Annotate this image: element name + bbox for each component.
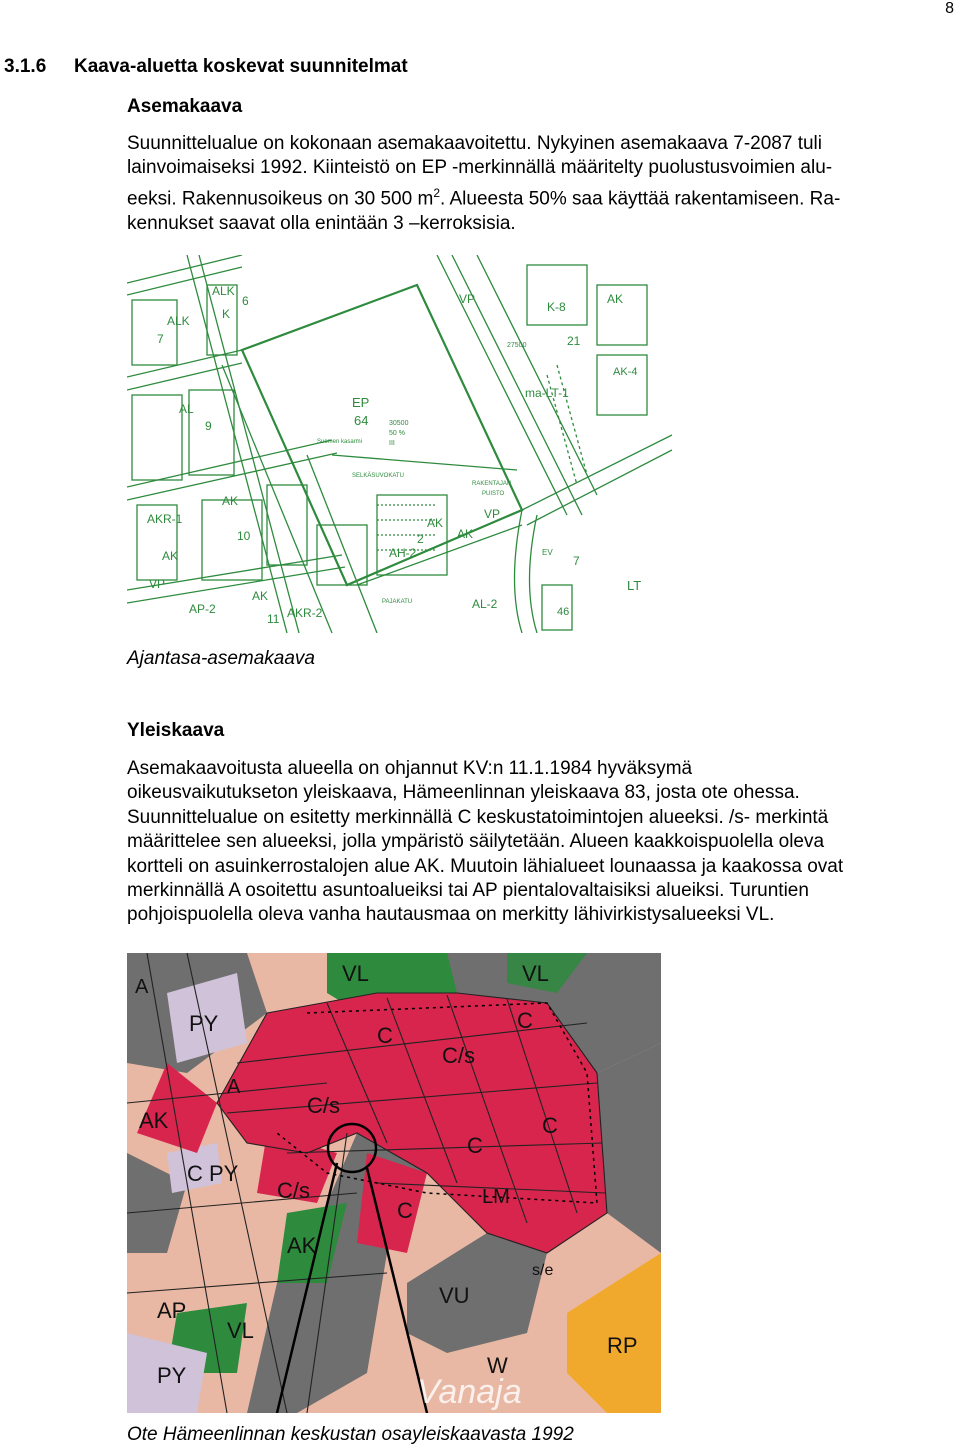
- yleiskaava-paragraph: [127, 757, 937, 928]
- text-line: [127, 181, 937, 212]
- text-line: kennukset saavat olla enintään 3 –kerroksisia.: [127, 212, 516, 234]
- map-label: VP: [459, 292, 476, 306]
- map-label: AL: [179, 402, 194, 416]
- map-label: AP-2: [189, 602, 216, 616]
- text-line: Suunnittelualue on kokonaan asemakaavoitettu. Nykyinen asemakaava 7-2087 tuli: [127, 133, 823, 154]
- map-label: C/s: [442, 1043, 475, 1068]
- map-label: Vanaja: [417, 1373, 522, 1411]
- map-label: 64: [354, 413, 369, 428]
- section-number: 3.1.6: [4, 56, 47, 77]
- map-label: AK: [607, 292, 624, 306]
- map-label: EP: [352, 395, 370, 410]
- map-label: AK: [222, 494, 239, 508]
- map-label: AL-2: [472, 597, 498, 611]
- map-label: VL: [342, 961, 369, 986]
- map-label: 10: [237, 529, 251, 543]
- map-label: A: [227, 1076, 241, 1098]
- text-fragment: . Alueesta 50% saa käyttää rakentamiseen. Ra-: [440, 188, 841, 210]
- text-line: merkinnällä A osoitettu asuntoalueiksi tai AP pientalovaltaisiksi alueiksi. Turuntien: [127, 880, 809, 902]
- asemakaava-heading: Asemakaava: [127, 96, 243, 117]
- map-label: C/s: [277, 1178, 310, 1203]
- map-label: 50 %: [389, 430, 405, 437]
- map-label: Suomen kasarmi: [317, 439, 363, 445]
- map-label: W: [487, 1353, 508, 1378]
- text-line: kortteli on asuinkerrostalojen alue AK. Muutoin lähialueet lounaassa ja kaakossa ovat: [127, 855, 844, 877]
- map-label: LT: [627, 578, 642, 593]
- yleiskaava-heading: Yleiskaava: [127, 720, 225, 741]
- map-label: C: [397, 1198, 413, 1223]
- map-label: RAKENTAJAN: [472, 481, 512, 487]
- map-label: AK: [287, 1233, 317, 1258]
- map-label: SELKÄSUVOKATU: [352, 473, 404, 479]
- map-label: AK: [427, 516, 444, 530]
- text-line: pohjoispuolella oleva vanha hautausmaa on merkitty lähivirkistysalueeksi VL.: [127, 904, 775, 926]
- asemakaava-map: [127, 255, 672, 633]
- map-label: K: [222, 307, 231, 321]
- map-label: C: [377, 1023, 393, 1048]
- map-label: s/e: [532, 1262, 554, 1279]
- asemakaava-paragraph: [127, 132, 937, 236]
- map-label: C/s: [307, 1093, 340, 1118]
- map-label: 46: [557, 606, 570, 618]
- map-label: 6: [242, 294, 249, 308]
- map-label: EV: [542, 548, 553, 557]
- map-label: VL: [522, 961, 549, 986]
- map-label: ALK: [167, 314, 190, 328]
- text-line: oikeusvaikutukseton yleiskaava, Hämeenlinnan yleiskaava 83, josta ote ohessa.: [127, 782, 800, 804]
- text-line: Suunnittelualue on esitetty merkinnällä C keskustatoimintojen alueeksi. /s- merkintä: [127, 806, 829, 828]
- map-label: LM: [482, 1186, 510, 1208]
- text-fragment: eeksi. Rakennusoikeus on 30 500 m: [127, 188, 434, 210]
- map-label: 9: [205, 419, 212, 433]
- map-label: ALK: [212, 284, 235, 298]
- map-label: C: [467, 1133, 483, 1158]
- map-label: III: [389, 440, 395, 447]
- map-label: C: [542, 1113, 558, 1138]
- text-line: lainvoimaiseksi 1992. Kiinteistö on EP -merkinnällä määritelty puolustusvoimien alu-: [127, 157, 833, 179]
- superscript: 2: [433, 185, 440, 200]
- map-label: VU: [439, 1283, 470, 1308]
- yleiskaava-map: [127, 953, 661, 1413]
- map-label: 7: [573, 554, 580, 568]
- asemakaava-caption: Ajantasa-asemakaava: [127, 648, 315, 669]
- map-label: AKR-1: [147, 512, 183, 526]
- map-label: AP: [157, 1298, 187, 1323]
- text-line: määrittelee sen alueeksi, jolla ympäristö säilytetään. Alueen kaakkoispuolella oleva: [127, 831, 825, 853]
- map-label: 27500: [507, 342, 527, 349]
- map-label: VP: [484, 507, 501, 521]
- section-heading: [4, 56, 408, 78]
- map-label: A: [135, 976, 149, 998]
- map-label: C: [517, 1008, 533, 1033]
- map-label: 2: [417, 532, 424, 546]
- map-label: AKR-2: [287, 606, 323, 620]
- map-label: VP: [149, 577, 166, 591]
- text-line: Asemakaavoitusta alueella on ohjannut KV:n 11.1.1984 hyväksymä: [127, 758, 693, 779]
- map-label: PAJAKATU: [382, 599, 413, 605]
- map-label: AK: [162, 549, 179, 563]
- map-label: C PY: [187, 1161, 239, 1186]
- map-label: AK-4: [613, 366, 638, 378]
- map-label: 7: [157, 332, 164, 346]
- map-label: AK: [252, 589, 269, 603]
- map-label: 11: [267, 612, 280, 626]
- map-label: AK: [139, 1108, 169, 1133]
- page-number: 8: [945, 0, 954, 17]
- map-label: AH-2: [389, 546, 417, 560]
- map-label: PY: [189, 1011, 219, 1036]
- map-label: VL: [227, 1318, 254, 1343]
- map-label: K-8: [547, 300, 566, 314]
- map-label: RP: [607, 1333, 638, 1358]
- map-label: ma-LT-1: [525, 386, 569, 400]
- map-label: 30500: [389, 420, 409, 427]
- section-title: Kaava-aluetta koskevat suunnitelmat: [74, 56, 408, 77]
- map-label: AK: [457, 527, 474, 541]
- map-label: PUISTO: [482, 491, 505, 497]
- yleiskaava-caption: Ote Hämeenlinnan keskustan osayleiskaavasta 1992: [127, 1424, 574, 1445]
- map-label: PY: [157, 1363, 187, 1388]
- map-label: 21: [567, 334, 581, 348]
